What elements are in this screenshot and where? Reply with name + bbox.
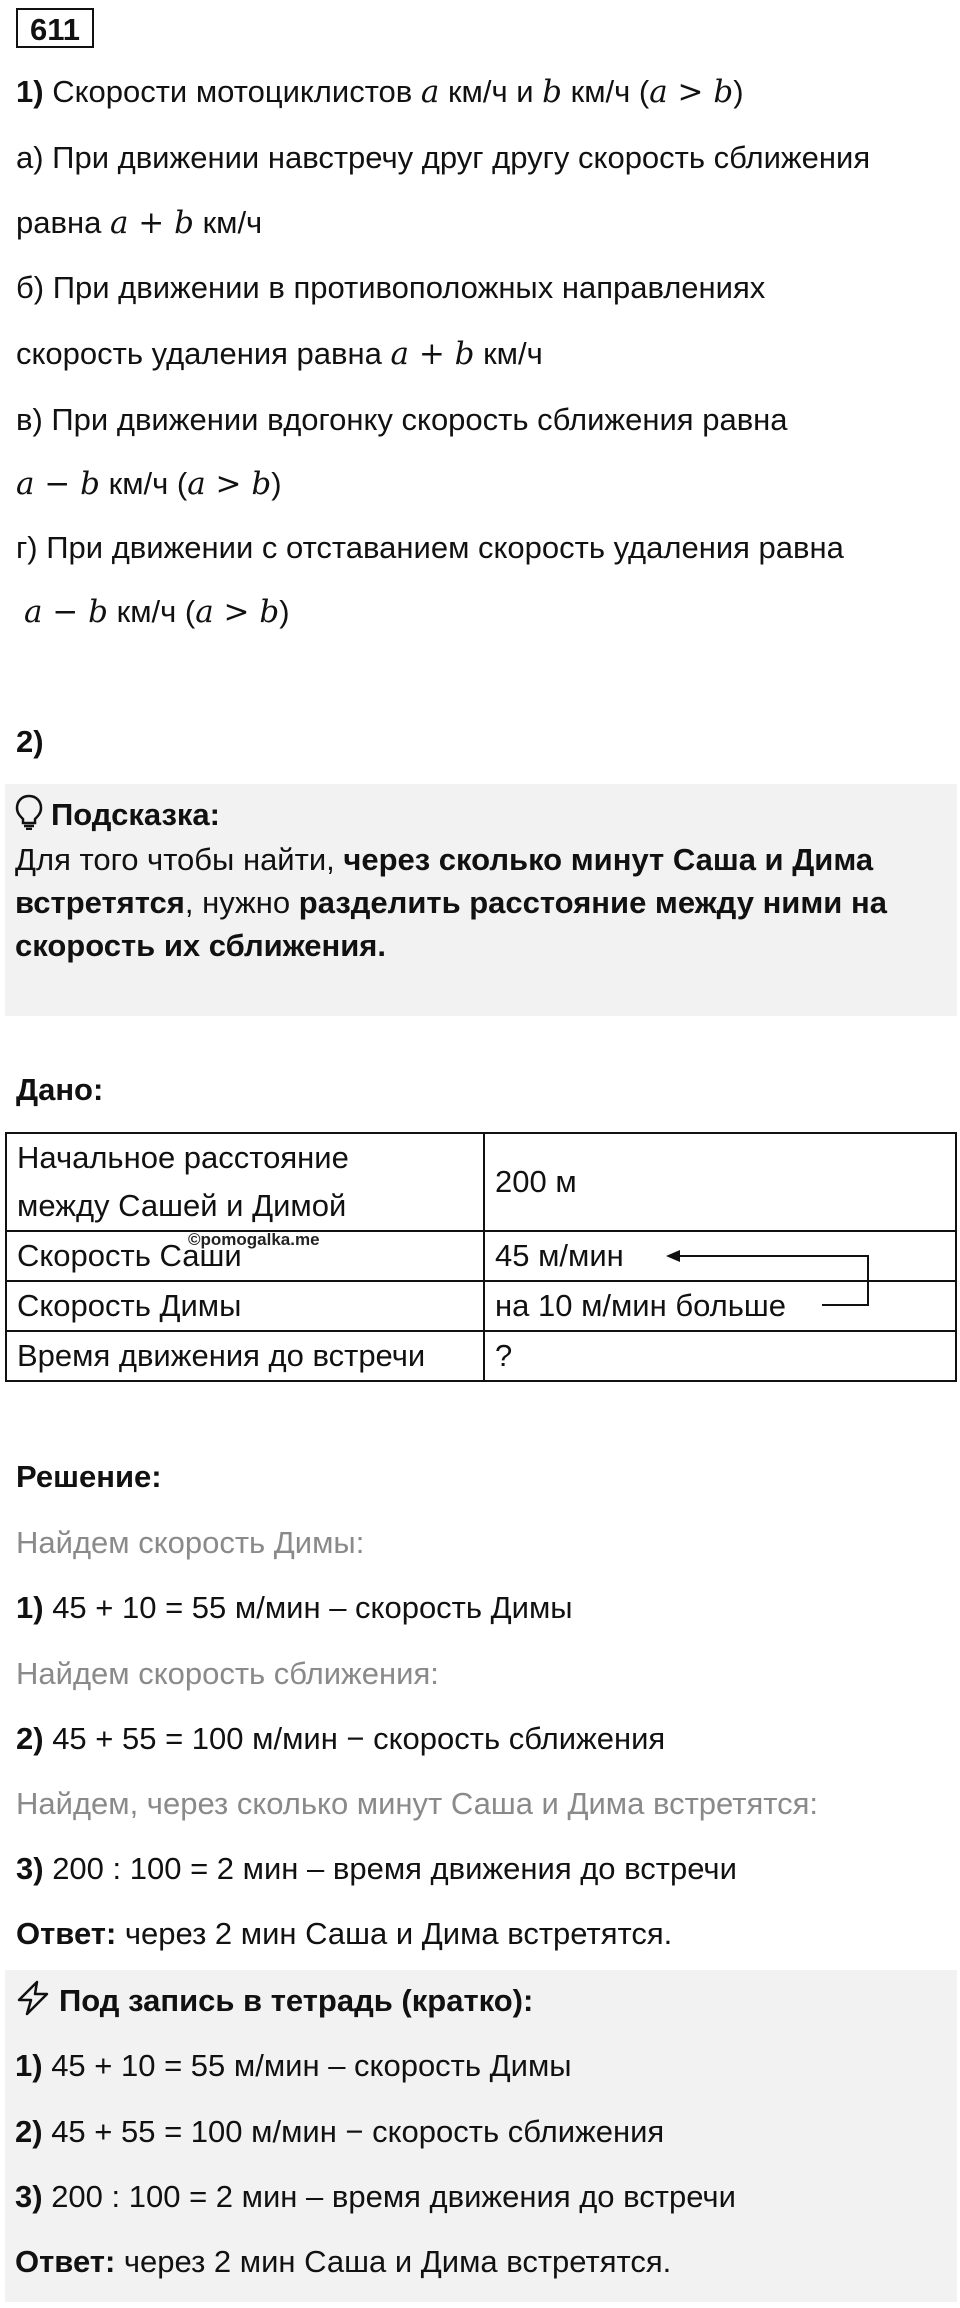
step-note: Найдем, через сколько минут Саша и Дима встретятся: (16, 1786, 818, 1821)
notebook-answer: Ответ: через 2 мин Саша и Дима встретятся. (15, 2244, 672, 2279)
notebook-box (5, 1970, 957, 2302)
part1-b-line2: скорость удаления равна a + b км/ч (16, 336, 543, 372)
table-cell-value: на 10 м/мин больше (484, 1281, 956, 1331)
step-note: Найдем скорость сближения: (16, 1656, 439, 1691)
table-cell-value: 45 м/мин (484, 1231, 956, 1281)
hint-text: Для того чтобы найти, через сколько минут Саша и Дима встретятся, нужно разделить расстояние между ними на скорость их сближения. (15, 842, 887, 963)
table-cell-label: Скорость Саши (6, 1231, 484, 1281)
table-cell-label: Время движения до встречи (6, 1331, 484, 1381)
step-note: Найдем скорость Димы: (16, 1525, 365, 1560)
hint-title: Подсказка: (15, 794, 220, 840)
notebook-line: 3) 200 : 100 = 2 мин – время движения до встречи (15, 2179, 736, 2214)
step-line: 3) 200 : 100 = 2 мин – время движения до встречи (16, 1851, 737, 1886)
part1-a-line2: равна a + b км/ч (16, 205, 263, 241)
part1-a-line1: а) При движении навстречу друг другу скорость сближения (16, 140, 871, 175)
table-cell-label: Скорость Димы (6, 1281, 484, 1331)
given-title: Дано: (16, 1072, 104, 1107)
table-cell-value: 200 м (484, 1133, 956, 1231)
step-line: 2) 45 + 55 = 100 м/мин − скорость сближения (16, 1721, 666, 1756)
watermark: ©pomogalka.me (188, 1230, 320, 1249)
part1-g-line1: г) При движении с отставанием скорость удаления равна (16, 530, 844, 565)
part1-v-line1: в) При движении вдогонку скорость сближения равна (16, 402, 788, 437)
table-cell-label: Начальное расстояние между Сашей и Димой (6, 1133, 484, 1231)
solution-title: Решение: (16, 1459, 162, 1494)
part1-intro: 1) Скорости мотоциклистов a км/ч и b км/ч (a > b) (16, 74, 744, 110)
answer-line: Ответ: через 2 мин Саша и Дима встретятся. (16, 1916, 673, 1951)
part1-g-line2: a − b км/ч (a > b) (24, 594, 290, 630)
step-line: 1) 45 + 10 = 55 м/мин – скорость Димы (16, 1590, 573, 1625)
table-cell-value: ? (484, 1331, 956, 1381)
notebook-line: 2) 45 + 55 = 100 м/мин − скорость сближения (15, 2114, 665, 2149)
part1-b-line1: б) При движении в противоположных направлениях (16, 270, 766, 305)
notebook-title: Под запись в тетрадь (кратко): (15, 1980, 533, 2026)
lightning-icon (15, 1980, 51, 2026)
task-number: 611 (16, 8, 94, 48)
part1-v-line2: a − b км/ч (a > b) (16, 466, 282, 502)
notebook-line: 1) 45 + 10 = 55 м/мин – скорость Димы (15, 2048, 572, 2083)
part2-label: 2) (16, 724, 44, 759)
part1-label: 1) (16, 74, 44, 109)
